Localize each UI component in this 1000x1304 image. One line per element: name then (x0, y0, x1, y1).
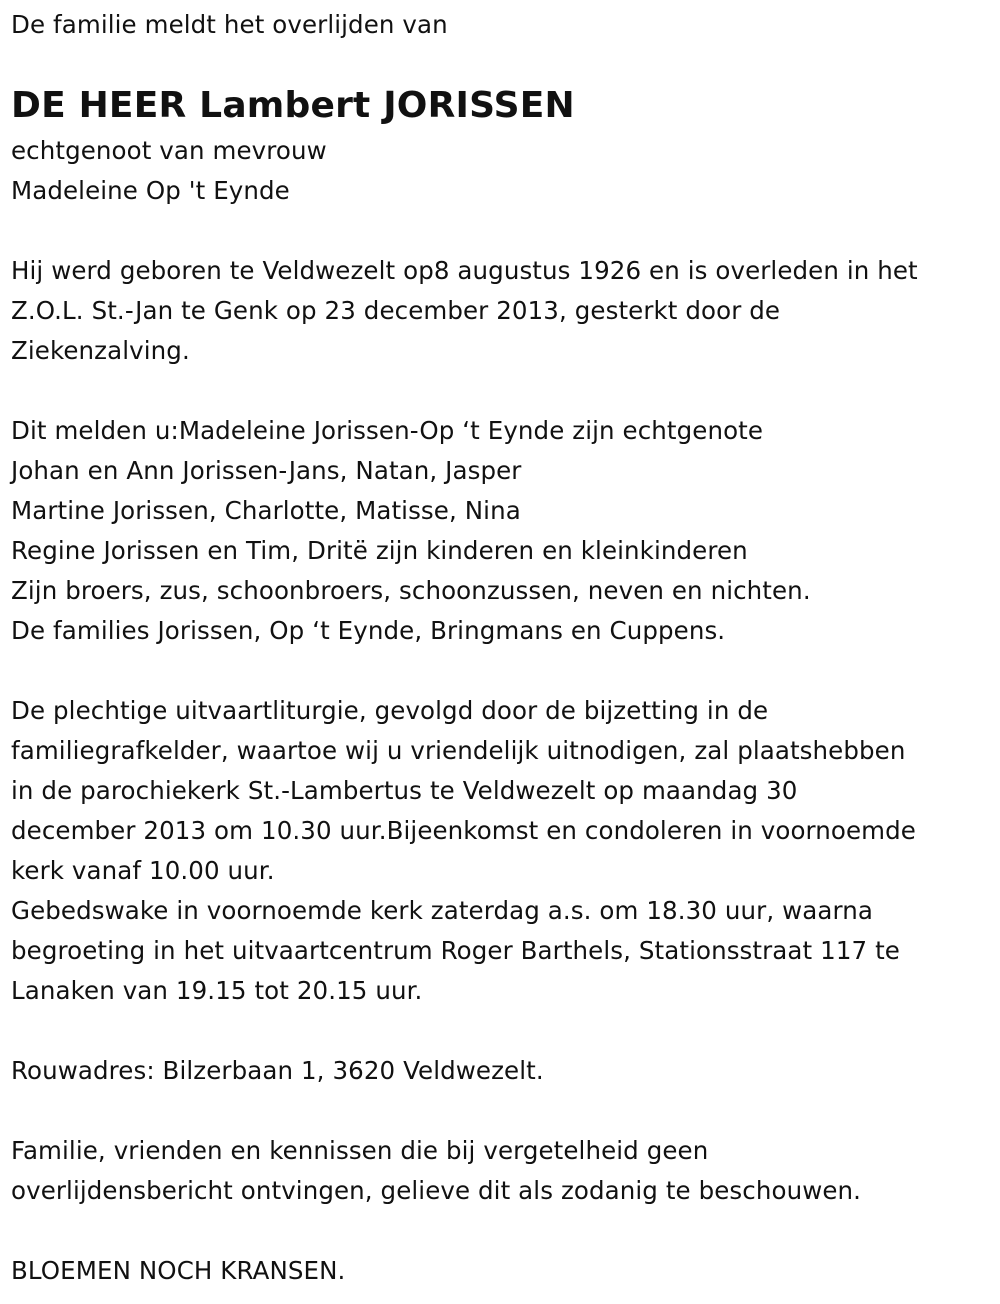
paragraph-line: De plechtige uitvaartliturgie, gevolgd door de bijzetting in de (11, 696, 769, 725)
paragraph-line: Hij werd geboren te Veldwezelt op8 augustus 1926 en is overleden in het (11, 256, 918, 285)
paragraph-line: Gebedswake in voornoemde kerk zaterdag a.s. om 18.30 uur, waarna (11, 896, 873, 925)
death-notice (11, 0, 991, 1291)
spacer (11, 1011, 991, 1051)
paragraph-line: in de parochiekerk St.-Lambertus te Veldwezelt op maandag 30 (11, 776, 798, 805)
paragraph-line: Z.O.L. St.-Jan te Genk op 23 december 2013, gesterkt door de (11, 296, 781, 325)
deceased-name: DE HEER Lambert JORISSEN (11, 85, 575, 126)
funeral-paragraph (11, 691, 991, 1011)
spouse-line: Madeleine Op 't Eynde (11, 176, 290, 205)
announcers-paragraph (11, 411, 991, 651)
paragraph-line: Lanaken van 19.15 tot 20.15 uur. (11, 976, 423, 1005)
spacer (11, 211, 991, 251)
announcer-line: Martine Jorissen, Charlotte, Matisse, Nina (11, 496, 521, 525)
spacer (11, 1211, 991, 1251)
spacer (11, 651, 991, 691)
paragraph-line: familiegrafkelder, waartoe wij u vriendelijk uitnodigen, zal plaatshebben (11, 736, 906, 765)
mourning-address: Rouwadres: Bilzerbaan 1, 3620 Veldwezelt. (11, 1056, 544, 1085)
spacer (11, 1091, 991, 1131)
paragraph-line: december 2013 om 10.30 uur.Bijeenkomst en condoleren in voornoemde (11, 816, 916, 845)
intro-text: De familie meldt het overlijden van (11, 10, 448, 39)
spacer (11, 371, 991, 411)
notice-paragraph (11, 1131, 991, 1211)
paragraph-line: Familie, vrienden en kennissen die bij vergetelheid geen (11, 1136, 709, 1165)
spouse-line: echtgenoot van mevrouw (11, 136, 327, 165)
announcer-line: Regine Jorissen en Tim, Dritë zijn kinderen en kleinkinderen (11, 536, 748, 565)
announcer-line: Zijn broers, zus, schoonbroers, schoonzussen, neven en nichten. (11, 576, 811, 605)
paragraph-line: overlijdensbericht ontvingen, gelieve dit als zodanig te beschouwen. (11, 1176, 862, 1205)
paragraph-line: begroeting in het uitvaartcentrum Roger Barthels, Stationsstraat 117 te (11, 936, 900, 965)
spouse-block (11, 131, 991, 211)
announcer-line: Dit melden u:Madeleine Jorissen-Op ‘t Eynde zijn echtgenote (11, 416, 764, 445)
birth-death-paragraph (11, 251, 991, 371)
paragraph-line: kerk vanaf 10.00 uur. (11, 856, 275, 885)
announcer-line: De families Jorissen, Op ‘t Eynde, Bringmans en Cuppens. (11, 616, 726, 645)
announcer-line: Johan en Ann Jorissen-Jans, Natan, Jasper (11, 456, 522, 485)
paragraph-line: Ziekenzalving. (11, 336, 190, 365)
flowers-note: BLOEMEN NOCH KRANSEN. (11, 1256, 346, 1285)
